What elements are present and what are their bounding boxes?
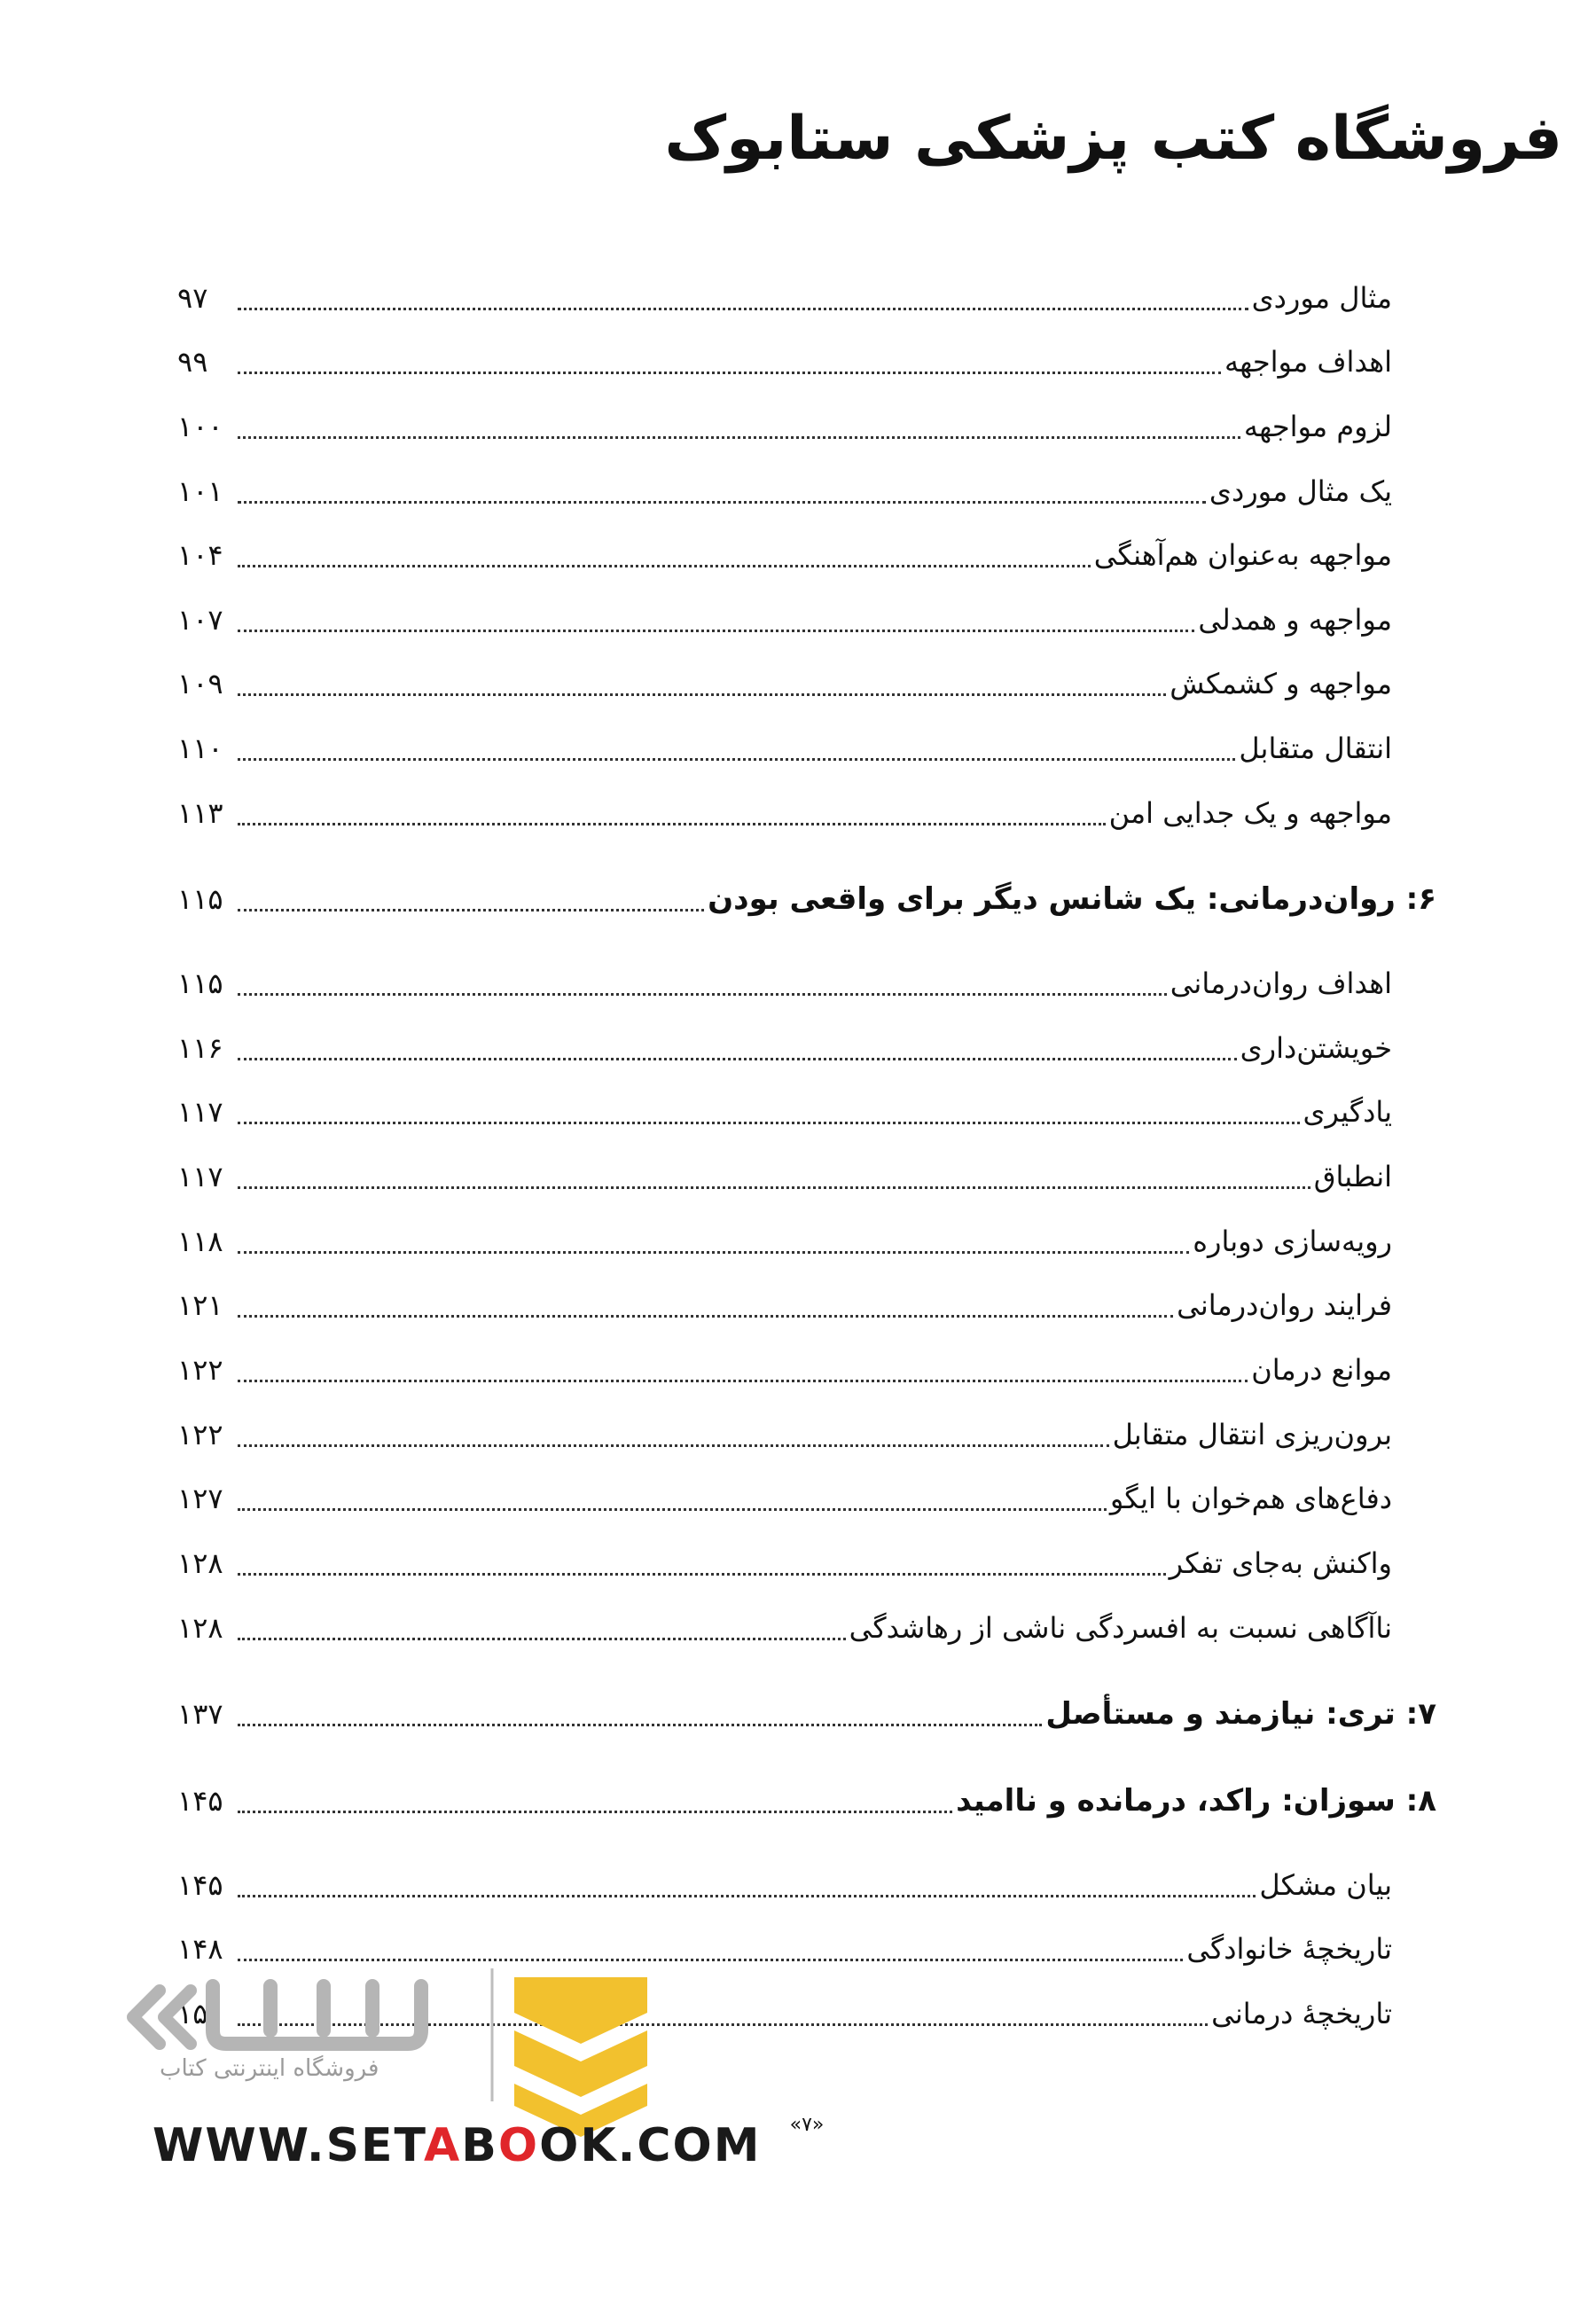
toc-chapter-row [177, 867, 1436, 920]
toc-item-row [177, 523, 1436, 576]
toc-entry-page: ۱۲۲ [177, 1418, 223, 1451]
toc-dot-leader [238, 307, 1248, 310]
toc-entry-label: اهداف روان‌درمانی [1170, 966, 1392, 1000]
toc-entry-label: اهداف مواجهه [1224, 345, 1392, 379]
toc-entry-label: یادگیری [1303, 1095, 1392, 1129]
toc-dot-leader [238, 822, 1106, 825]
toc-entry-page: ۱۱۵ [177, 966, 223, 1000]
watermark-url: WWW.SETABOOK.COM [153, 2119, 762, 2172]
toc-item-row [177, 266, 1436, 319]
toc-item-row [177, 1273, 1436, 1326]
toc-item-row [177, 951, 1436, 1005]
toc-dot-leader [238, 1572, 1166, 1576]
toc-item-row [177, 1467, 1436, 1520]
toc-entry-label: ناآگاهی نسبت به افسردگی ناشی از رهاشدگی [849, 1611, 1392, 1645]
toc-dot-leader [238, 1894, 1256, 1897]
toc-entry-page: ۹۷ [177, 281, 208, 315]
toc-item-row [177, 1531, 1436, 1584]
toc-dot-leader [238, 629, 1194, 632]
toc-entry-label: مواجهه به‌عنوان هم‌آهنگی [1093, 538, 1392, 572]
toc-item-row [177, 1596, 1436, 1649]
toc-item-row [177, 1016, 1436, 1069]
toc-chapter-row [177, 1769, 1436, 1822]
toc-entry-page: ۱۲۸ [177, 1611, 223, 1645]
toc-dot-leader [238, 1637, 846, 1640]
toc-entry-label: رویه‌سازی دوباره [1193, 1224, 1392, 1258]
toc-entry-page: ۱۱۷ [177, 1160, 223, 1193]
toc-entry-page: ۱۱۶ [177, 1031, 223, 1065]
table-of-contents [177, 0, 1436, 2128]
toc-entry-label: مواجهه و یک جدایی امن [1108, 796, 1392, 830]
toc-entry-label: یک مثال موردی [1209, 474, 1392, 508]
toc-entry-label: تاریخچۀ خانوادگی [1186, 1932, 1392, 1966]
toc-entry-label: تاریخچۀ درمانی [1211, 1997, 1392, 2030]
toc-entry-label: دفاع‌های هم‌خوان با ایگو [1109, 1482, 1392, 1515]
toc-dot-leader [238, 500, 1206, 504]
toc-item-row [177, 459, 1436, 512]
toc-dot-leader [238, 1185, 1310, 1189]
page-number: «۷» [789, 2114, 825, 2136]
toc-item-row [177, 588, 1436, 641]
toc-dot-leader [238, 692, 1166, 696]
toc-entry-page: ۹۹ [177, 345, 208, 379]
toc-entry-label: واکنش به‌جای تفکر [1169, 1546, 1392, 1580]
toc-item-row [177, 1338, 1436, 1391]
toc-entry-page: ۱۲۲ [177, 1353, 223, 1387]
toc-chapter-row [177, 1682, 1436, 1735]
toc-entry-label: مواجهه و کشمکش [1170, 667, 1392, 700]
toc-entry-page: ۱۵۰ [177, 1997, 223, 2030]
toc-item-row [177, 1080, 1436, 1133]
toc-dot-leader [238, 1250, 1189, 1254]
toc-dot-leader [238, 1121, 1300, 1124]
toc-entry-page: ۱۲۸ [177, 1546, 223, 1580]
toc-item-row [177, 395, 1436, 448]
toc-entry-label: برون‌ریزی انتقال متقابل [1112, 1418, 1392, 1451]
toc-dot-leader [238, 435, 1240, 439]
toc-item-row [177, 1145, 1436, 1198]
toc-dot-leader [238, 757, 1235, 761]
toc-item-row [177, 330, 1436, 383]
toc-dot-leader [238, 1507, 1107, 1511]
toc-entry-page: ۱۴۵ [177, 1868, 223, 1902]
toc-dot-leader [238, 1057, 1237, 1060]
toc-dot-leader [238, 1723, 1042, 1726]
toc-entry-label: ۷: تری: نیازمند و مستأصل [1045, 1696, 1436, 1732]
toc-item-row [177, 652, 1436, 705]
toc-item-row [177, 1403, 1436, 1456]
toc-entry-label: مثال موردی [1251, 281, 1392, 315]
toc-dot-leader [238, 992, 1167, 996]
toc-entry-label: ۶: روان‌درمانی: یک شانس دیگر برای واقعی بودن [708, 881, 1436, 917]
toc-entry-page: ۱۲۱ [177, 1288, 223, 1322]
toc-dot-leader [238, 1314, 1173, 1318]
toc-dot-leader [238, 371, 1221, 374]
toc-entry-label: ۸: سوزان: راکد، درمانده و ناامید [956, 1783, 1436, 1819]
toc-entry-page: ۱۱۸ [177, 1224, 223, 1258]
toc-entry-label: انتقال متقابل [1239, 731, 1392, 765]
toc-entry-page: ۱۰۷ [177, 603, 223, 637]
toc-entry-page: ۱۴۵ [177, 1784, 223, 1818]
toc-dot-leader [238, 1443, 1109, 1447]
toc-entry-page: ۱۰۱ [177, 474, 223, 508]
toc-dot-leader [238, 1810, 952, 1813]
toc-entry-page: ۱۰۹ [177, 667, 223, 700]
toc-entry-page: ۱۲۷ [177, 1482, 223, 1515]
toc-entry-label: خویشتن‌داری [1240, 1031, 1392, 1065]
toc-entry-page: ۱۳۷ [177, 1697, 223, 1731]
toc-item-row [177, 1853, 1436, 1906]
toc-entry-label: لزوم مواجهه [1243, 410, 1392, 443]
toc-dot-leader [238, 1379, 1248, 1382]
toc-entry-page: ۱۱۷ [177, 1095, 223, 1129]
toc-entry-page: ۱۰۴ [177, 538, 223, 572]
toc-item-row [177, 716, 1436, 770]
toc-entry-page: ۱۴۸ [177, 1932, 223, 1966]
toc-entry-page: ۱۱۳ [177, 796, 223, 830]
page-title: فروشگاه کتب پزشکی ستابوک [664, 104, 1562, 174]
toc-entry-page: ۱۱۵ [177, 882, 223, 916]
toc-entry-label: مواجهه و همدلی [1198, 603, 1392, 637]
toc-entry-label: فرایند روان‌درمانی [1177, 1288, 1392, 1322]
toc-entry-page: ۱۰۰ [177, 410, 223, 443]
toc-dot-leader [238, 908, 704, 911]
toc-entry-label: انطباق [1313, 1160, 1392, 1193]
toc-entry-label: موانع درمان [1251, 1353, 1392, 1387]
toc-item-row [177, 1209, 1436, 1263]
toc-dot-leader [238, 564, 1091, 567]
watermark-brand-text: فروشگاه اینترنتی کتاب [160, 2055, 379, 2082]
toc-item-row [177, 781, 1436, 834]
toc-entry-label: بیان مشکل [1259, 1868, 1392, 1902]
toc-entry-page: ۱۱۰ [177, 731, 223, 765]
